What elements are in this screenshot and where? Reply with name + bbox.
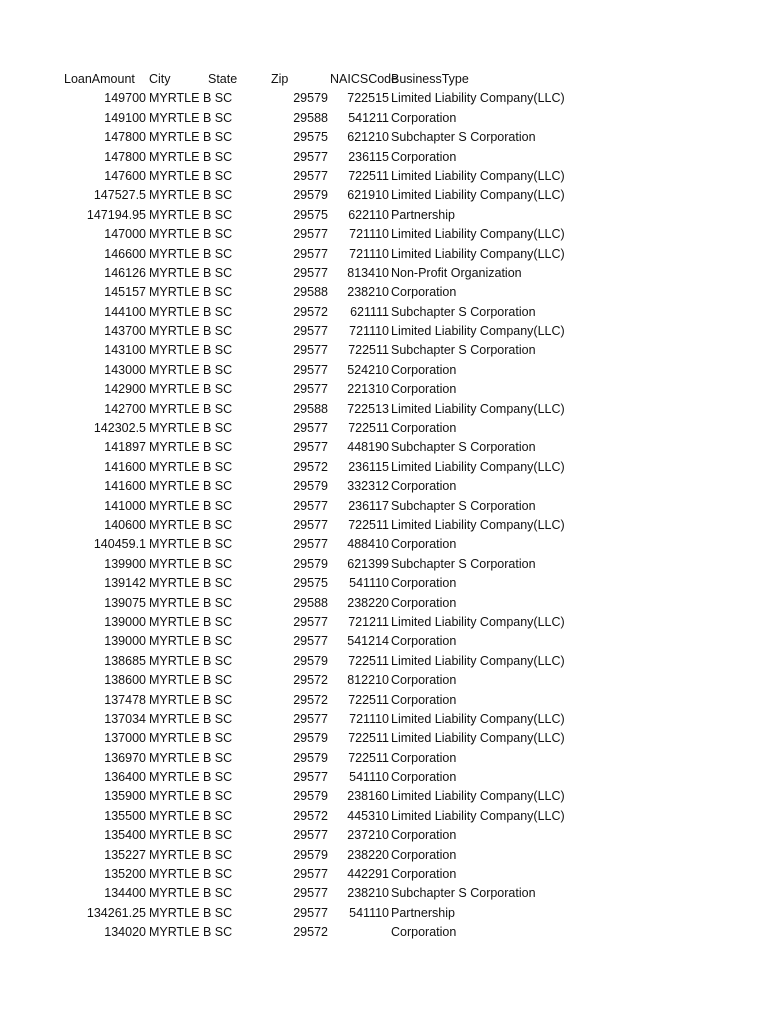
table-row: [0, 846, 768, 865]
city-state-cell: MYRTLE B SC: [149, 324, 233, 339]
city-state-cell: MYRTLE B SC: [149, 537, 233, 552]
city-state-cell: MYRTLE B SC: [149, 343, 233, 358]
naics-code-cell: 236115: [348, 459, 389, 474]
business-type-cell: Limited Liability Company(LLC): [391, 246, 565, 261]
business-type-cell: Corporation: [391, 421, 457, 436]
business-type-cell: Limited Liability Company(LLC): [391, 731, 565, 746]
loan-amount-cell: 143000: [104, 362, 146, 377]
table-row: [0, 613, 768, 632]
loan-amount-cell: 138600: [104, 673, 146, 688]
city-state-cell: MYRTLE B SC: [149, 556, 233, 571]
loan-amount-cell: 147194.95: [86, 207, 146, 222]
business-type-cell: Partnership: [391, 905, 455, 920]
city-state-cell: MYRTLE B SC: [149, 576, 233, 591]
naics-code-cell: 722511: [348, 517, 389, 532]
table-row: [0, 438, 768, 457]
loan-amount-cell: 136400: [104, 770, 146, 785]
naics-code-cell: 722511: [348, 731, 389, 746]
header-city: City: [149, 72, 171, 86]
table-row: [0, 458, 768, 477]
business-type-cell: Corporation: [391, 634, 457, 649]
table-row: [0, 283, 768, 302]
city-state-cell: MYRTLE B SC: [149, 110, 233, 125]
city-state-cell: MYRTLE B SC: [149, 925, 233, 940]
naics-code-cell: 721110: [349, 711, 389, 726]
table-row: [0, 264, 768, 283]
table-row: [0, 303, 768, 322]
loan-amount-cell: 141897: [104, 440, 146, 455]
city-state-cell: MYRTLE B SC: [149, 711, 233, 726]
naics-code-cell: 541110: [349, 770, 389, 785]
business-type-cell: Corporation: [391, 770, 457, 785]
loan-amount-cell: 147600: [104, 168, 146, 183]
business-type-cell: Limited Liability Company(LLC): [391, 188, 565, 203]
business-type-cell: Non-Profit Organization: [391, 265, 522, 280]
city-state-cell: MYRTLE B SC: [149, 362, 233, 377]
loan-amount-cell: 137478: [104, 692, 146, 707]
table-row: [0, 652, 768, 671]
zip-cell: 29579: [293, 91, 328, 106]
city-state-cell: MYRTLE B SC: [149, 382, 233, 397]
loan-amount-cell: 134261.25: [86, 905, 146, 920]
naics-code-cell: 621210: [347, 130, 389, 145]
city-state-cell: MYRTLE B SC: [149, 459, 233, 474]
city-state-cell: MYRTLE B SC: [149, 188, 233, 203]
table-row: [0, 497, 768, 516]
business-type-cell: Limited Liability Company(LLC): [391, 227, 565, 242]
loan-amount-cell: 139900: [104, 556, 146, 571]
loan-amount-cell: 137000: [104, 731, 146, 746]
table-row: [0, 865, 768, 884]
city-state-cell: MYRTLE B SC: [149, 867, 233, 882]
zip-cell: 29577: [293, 498, 328, 513]
naics-code-cell: 621111: [350, 304, 389, 319]
naics-code-cell: 524210: [347, 362, 389, 377]
zip-cell: 29572: [293, 808, 328, 823]
business-type-cell: Subchapter S Corporation: [391, 304, 536, 319]
loan-amount-cell: 147800: [104, 149, 146, 164]
table-row: [0, 167, 768, 186]
zip-cell: 29577: [293, 362, 328, 377]
table-row: [0, 245, 768, 264]
loan-amount-cell: 139000: [104, 614, 146, 629]
city-state-cell: MYRTLE B SC: [149, 479, 233, 494]
table-row: [0, 710, 768, 729]
header-zip: Zip: [271, 72, 289, 86]
zip-cell: 29577: [293, 517, 328, 532]
table-row: [0, 904, 768, 923]
business-type-cell: Limited Liability Company(LLC): [391, 808, 565, 823]
business-type-cell: Corporation: [391, 362, 457, 377]
zip-cell: 29575: [293, 207, 328, 222]
business-type-cell: Corporation: [391, 576, 457, 591]
zip-cell: 29577: [293, 343, 328, 358]
loan-amount-cell: 141600: [104, 479, 146, 494]
loan-amount-cell: 135900: [104, 789, 146, 804]
naics-code-cell: 238210: [347, 285, 389, 300]
naics-code-cell: 541110: [349, 576, 389, 591]
zip-cell: 29577: [293, 537, 328, 552]
zip-cell: 29588: [293, 285, 328, 300]
zip-cell: 29579: [293, 847, 328, 862]
city-state-cell: MYRTLE B SC: [149, 770, 233, 785]
table-row: [0, 322, 768, 341]
zip-cell: 29579: [293, 731, 328, 746]
header-naics-code: NAICSCode: [330, 72, 399, 86]
zip-cell: 29577: [293, 440, 328, 455]
city-state-cell: MYRTLE B SC: [149, 634, 233, 649]
zip-cell: 29575: [293, 576, 328, 591]
city-state-cell: MYRTLE B SC: [149, 750, 233, 765]
loan-amount-cell: 147527.5: [93, 188, 146, 203]
loan-amount-cell: 140600: [104, 517, 146, 532]
business-type-cell: Limited Liability Company(LLC): [391, 401, 565, 416]
zip-cell: 29572: [293, 925, 328, 940]
zip-cell: 29588: [293, 401, 328, 416]
city-state-cell: MYRTLE B SC: [149, 498, 233, 513]
table-row: [0, 148, 768, 167]
city-state-cell: MYRTLE B SC: [149, 149, 233, 164]
city-state-cell: MYRTLE B SC: [149, 673, 233, 688]
naics-code-cell: 442291: [347, 867, 389, 882]
loan-amount-cell: 139142: [104, 576, 146, 591]
zip-cell: 29577: [293, 886, 328, 901]
naics-code-cell: 721110: [349, 324, 389, 339]
loan-amount-cell: 141000: [104, 498, 146, 513]
table-row: [0, 225, 768, 244]
city-state-cell: MYRTLE B SC: [149, 440, 233, 455]
spreadsheet-table: [0, 70, 768, 943]
business-type-cell: Corporation: [391, 110, 457, 125]
city-state-cell: MYRTLE B SC: [149, 614, 233, 629]
naics-code-cell: 722511: [348, 168, 389, 183]
business-type-cell: Corporation: [391, 595, 457, 610]
business-type-cell: Corporation: [391, 382, 457, 397]
zip-cell: 29577: [293, 265, 328, 280]
zip-cell: 29577: [293, 614, 328, 629]
loan-amount-cell: 137034: [104, 711, 146, 726]
header-row: [0, 70, 768, 89]
table-row: [0, 884, 768, 903]
loan-amount-cell: 143700: [104, 324, 146, 339]
table-row: [0, 787, 768, 806]
naics-code-cell: 238160: [347, 789, 389, 804]
loan-amount-cell: 146600: [104, 246, 146, 261]
business-type-cell: Corporation: [391, 479, 457, 494]
business-type-cell: Corporation: [391, 750, 457, 765]
naics-code-cell: 332312: [347, 479, 389, 494]
naics-code-cell: 236117: [348, 498, 389, 513]
loan-amount-cell: 145157: [104, 285, 146, 300]
table-row: [0, 574, 768, 593]
naics-code-cell: 445310: [347, 808, 389, 823]
business-type-cell: Corporation: [391, 925, 457, 940]
city-state-cell: MYRTLE B SC: [149, 168, 233, 183]
business-type-cell: Subchapter S Corporation: [391, 886, 536, 901]
zip-cell: 29577: [293, 382, 328, 397]
naics-code-cell: 541214: [347, 634, 389, 649]
naics-code-cell: 236115: [348, 149, 389, 164]
table-body: [0, 89, 768, 942]
header-business-type: BusinessType: [391, 72, 469, 86]
zip-cell: 29577: [293, 634, 328, 649]
naics-code-cell: 813410: [347, 265, 389, 280]
table-row: [0, 729, 768, 748]
naics-code-cell: 722513: [347, 401, 389, 416]
zip-cell: 29577: [293, 246, 328, 261]
business-type-cell: Limited Liability Company(LLC): [391, 789, 565, 804]
table-row: [0, 555, 768, 574]
loan-amount-cell: 144100: [104, 304, 146, 319]
loan-amount-cell: 143100: [104, 343, 146, 358]
zip-cell: 29577: [293, 227, 328, 242]
table-row: [0, 419, 768, 438]
naics-code-cell: 238220: [347, 847, 389, 862]
zip-cell: 29575: [293, 130, 328, 145]
business-type-cell: Limited Liability Company(LLC): [391, 168, 565, 183]
loan-amount-cell: 141600: [104, 459, 146, 474]
zip-cell: 29577: [293, 149, 328, 164]
zip-cell: 29579: [293, 479, 328, 494]
business-type-cell: Subchapter S Corporation: [391, 343, 536, 358]
city-state-cell: MYRTLE B SC: [149, 789, 233, 804]
table-row: [0, 400, 768, 419]
naics-code-cell: 722511: [348, 750, 389, 765]
zip-cell: 29579: [293, 653, 328, 668]
city-state-cell: MYRTLE B SC: [149, 905, 233, 920]
loan-amount-cell: 146126: [104, 265, 146, 280]
business-type-cell: Limited Liability Company(LLC): [391, 711, 565, 726]
naics-code-cell: 448190: [347, 440, 389, 455]
table-row: [0, 128, 768, 147]
zip-cell: 29579: [293, 556, 328, 571]
naics-code-cell: 722511: [348, 653, 389, 668]
business-type-cell: Limited Liability Company(LLC): [391, 653, 565, 668]
naics-code-cell: 812210: [347, 673, 389, 688]
business-type-cell: Limited Liability Company(LLC): [391, 324, 565, 339]
naics-code-cell: 237210: [347, 828, 389, 843]
loan-amount-cell: 136970: [104, 750, 146, 765]
loan-amount-cell: 138685: [104, 653, 146, 668]
zip-cell: 29577: [293, 828, 328, 843]
city-state-cell: MYRTLE B SC: [149, 828, 233, 843]
city-state-cell: MYRTLE B SC: [149, 653, 233, 668]
naics-code-cell: 621910: [347, 188, 389, 203]
zip-cell: 29579: [293, 789, 328, 804]
city-state-cell: MYRTLE B SC: [149, 808, 233, 823]
zip-cell: 29577: [293, 905, 328, 920]
loan-amount-cell: 147000: [104, 227, 146, 242]
zip-cell: 29577: [293, 711, 328, 726]
business-type-cell: Partnership: [391, 207, 455, 222]
loan-amount-cell: 135227: [104, 847, 146, 862]
table-row: [0, 826, 768, 845]
naics-code-cell: 722511: [348, 421, 389, 436]
business-type-cell: Corporation: [391, 149, 457, 164]
zip-cell: 29577: [293, 168, 328, 183]
naics-code-cell: 722511: [348, 343, 389, 358]
city-state-cell: MYRTLE B SC: [149, 207, 233, 222]
city-state-cell: MYRTLE B SC: [149, 847, 233, 862]
business-type-cell: Limited Liability Company(LLC): [391, 91, 565, 106]
table-row: [0, 89, 768, 108]
business-type-cell: Subchapter S Corporation: [391, 498, 536, 513]
zip-cell: 29572: [293, 692, 328, 707]
city-state-cell: MYRTLE B SC: [149, 91, 233, 106]
table-row: [0, 516, 768, 535]
zip-cell: 29588: [293, 110, 328, 125]
zip-cell: 29579: [293, 188, 328, 203]
business-type-cell: Subchapter S Corporation: [391, 556, 536, 571]
city-state-cell: MYRTLE B SC: [149, 886, 233, 901]
table-row: [0, 807, 768, 826]
business-type-cell: Limited Liability Company(LLC): [391, 459, 565, 474]
city-state-cell: MYRTLE B SC: [149, 246, 233, 261]
city-state-cell: MYRTLE B SC: [149, 731, 233, 746]
loan-amount-cell: 134400: [104, 886, 146, 901]
business-type-cell: Subchapter S Corporation: [391, 440, 536, 455]
header-state: State: [208, 72, 238, 86]
loan-amount-cell: 142900: [104, 382, 146, 397]
city-state-cell: MYRTLE B SC: [149, 401, 233, 416]
table-row: [0, 768, 768, 787]
city-state-cell: MYRTLE B SC: [149, 265, 233, 280]
loan-amount-cell: 139075: [104, 595, 146, 610]
business-type-cell: Corporation: [391, 867, 457, 882]
table-row: [0, 535, 768, 554]
city-state-cell: MYRTLE B SC: [149, 285, 233, 300]
business-type-cell: Corporation: [391, 537, 457, 552]
loan-amount-cell: 134020: [104, 925, 146, 940]
zip-cell: 29572: [293, 304, 328, 319]
naics-code-cell: 621399: [347, 556, 389, 571]
loan-amount-cell: 135500: [104, 808, 146, 823]
naics-code-cell: 488410: [347, 537, 389, 552]
business-type-cell: Corporation: [391, 828, 457, 843]
naics-code-cell: 238210: [347, 886, 389, 901]
city-state-cell: MYRTLE B SC: [149, 517, 233, 532]
zip-cell: 29572: [293, 673, 328, 688]
table-row: [0, 749, 768, 768]
naics-code-cell: 541110: [349, 905, 389, 920]
loan-amount-cell: 135400: [104, 828, 146, 843]
table-row: [0, 691, 768, 710]
table-row: [0, 632, 768, 651]
naics-code-cell: 722511: [348, 692, 389, 707]
business-type-cell: Subchapter S Corporation: [391, 130, 536, 145]
zip-cell: 29577: [293, 867, 328, 882]
table-row: [0, 594, 768, 613]
naics-code-cell: 722515: [347, 91, 389, 106]
business-type-cell: Limited Liability Company(LLC): [391, 517, 565, 532]
zip-cell: 29577: [293, 770, 328, 785]
table-row: [0, 341, 768, 360]
table-row: [0, 477, 768, 496]
loan-amount-cell: 149700: [104, 91, 146, 106]
business-type-cell: Corporation: [391, 285, 457, 300]
naics-code-cell: 541211: [348, 110, 389, 125]
loan-amount-cell: 139000: [104, 634, 146, 649]
naics-code-cell: 721110: [349, 246, 389, 261]
zip-cell: 29579: [293, 750, 328, 765]
header-loan-amount: LoanAmount: [64, 72, 135, 86]
loan-amount-cell: 147800: [104, 130, 146, 145]
naics-code-cell: 622110: [348, 207, 389, 222]
table-row: [0, 186, 768, 205]
loan-amount-cell: 140459.1: [93, 537, 146, 552]
naics-code-cell: 221310: [347, 382, 389, 397]
business-type-cell: Corporation: [391, 847, 457, 862]
business-type-cell: Limited Liability Company(LLC): [391, 614, 565, 629]
zip-cell: 29588: [293, 595, 328, 610]
table-row: [0, 361, 768, 380]
table-row: [0, 380, 768, 399]
loan-amount-cell: 142700: [104, 401, 146, 416]
city-state-cell: MYRTLE B SC: [149, 130, 233, 145]
naics-code-cell: 721110: [349, 227, 389, 242]
table-row: [0, 206, 768, 225]
loan-amount-cell: 135200: [104, 867, 146, 882]
business-type-cell: Corporation: [391, 692, 457, 707]
loan-amount-cell: 149100: [104, 110, 146, 125]
naics-code-cell: 238220: [347, 595, 389, 610]
zip-cell: 29572: [293, 459, 328, 474]
city-state-cell: MYRTLE B SC: [149, 421, 233, 436]
table-row: [0, 109, 768, 128]
table-row: [0, 923, 768, 942]
city-state-cell: MYRTLE B SC: [149, 227, 233, 242]
table-row: [0, 671, 768, 690]
city-state-cell: MYRTLE B SC: [149, 595, 233, 610]
business-type-cell: Corporation: [391, 673, 457, 688]
city-state-cell: MYRTLE B SC: [149, 304, 233, 319]
zip-cell: 29577: [293, 421, 328, 436]
loan-amount-cell: 142302.5: [93, 421, 146, 436]
naics-code-cell: 721211: [348, 614, 389, 629]
city-state-cell: MYRTLE B SC: [149, 692, 233, 707]
zip-cell: 29577: [293, 324, 328, 339]
